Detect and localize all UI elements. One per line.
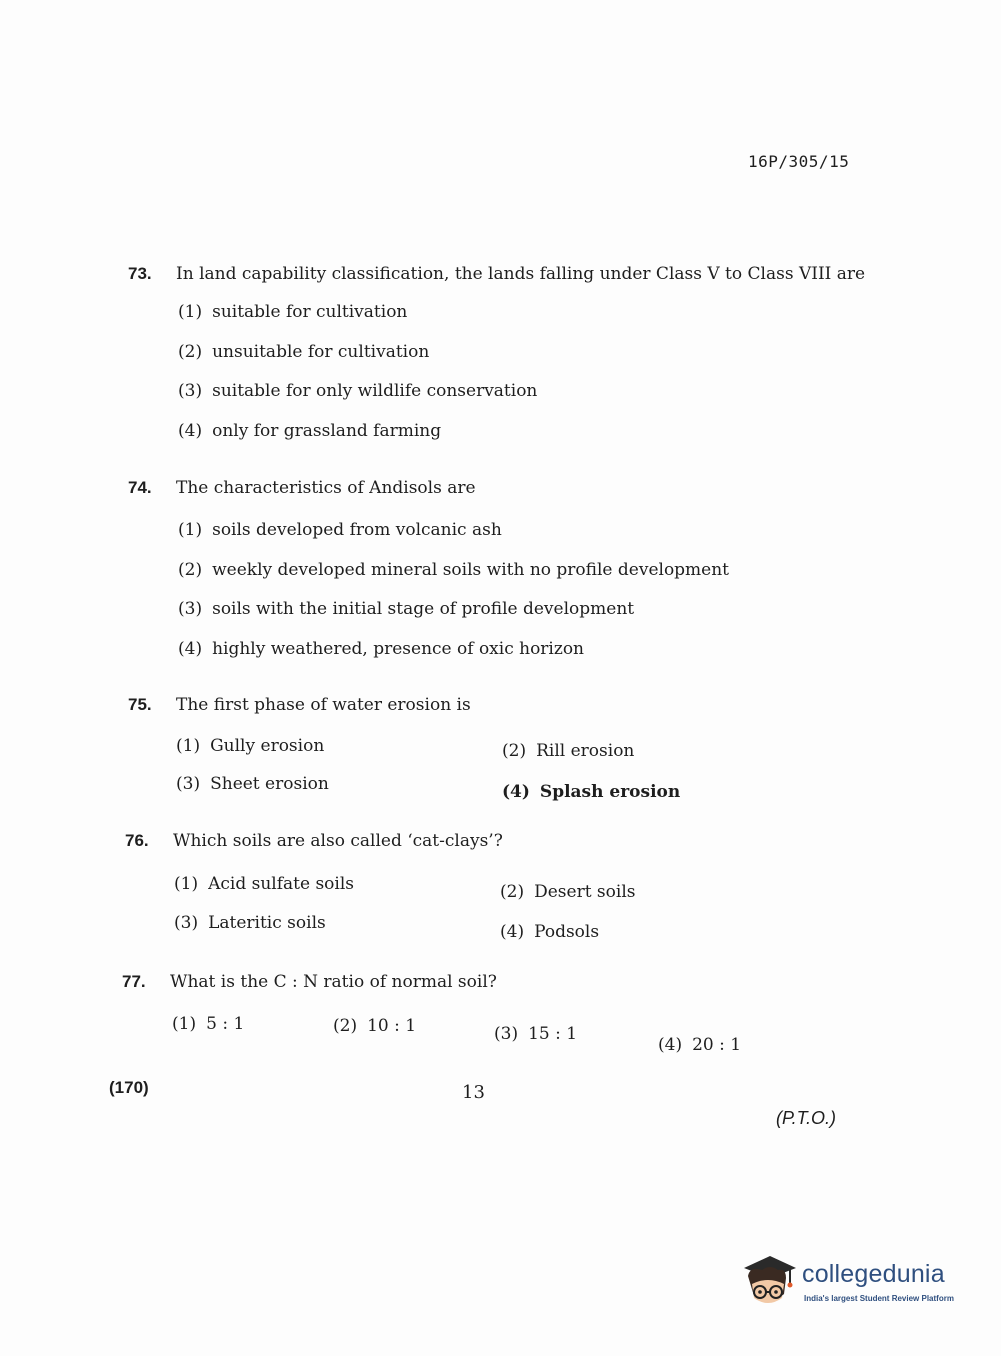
question-text: In land capability classification, the lands falling under Class V to Class VIII are (176, 264, 866, 284)
question-text: The characteristics of Andisols are (176, 478, 476, 498)
option: (4) Splash erosion (502, 782, 681, 802)
question-74 (128, 478, 868, 498)
question-text: What is the C : N ratio of normal soil? (170, 972, 497, 992)
question-number: 73. (128, 264, 152, 283)
option: (2) Desert soils (500, 882, 636, 902)
booklet-code: (170) (109, 1078, 149, 1097)
option: (1) Acid sulfate soils (174, 874, 355, 894)
option: (2) weekly developed mineral soils with no profile development (178, 560, 730, 580)
option: (1) Gully erosion (176, 736, 325, 756)
question-73 (128, 264, 868, 284)
option: (3) soils with the initial stage of profile development (178, 599, 635, 619)
paper-code: 16P/305/15 (748, 152, 850, 171)
question-number: 74. (128, 478, 152, 497)
option: (3) Sheet erosion (176, 774, 329, 794)
collegedunia-logo (740, 1248, 970, 1318)
option: (2) unsuitable for cultivation (178, 342, 430, 362)
option: (1) 5 : 1 (172, 1014, 245, 1034)
option: (4) 20 : 1 (658, 1035, 742, 1055)
logo-wordmark: collegedunia (802, 1260, 945, 1288)
option: (1) suitable for cultivation (178, 302, 408, 322)
page-number: 13 (462, 1082, 485, 1103)
question-number: 76. (125, 831, 149, 850)
question-text: Which soils are also called ‘cat-clays’? (173, 831, 503, 851)
pto-label: (P.T.O.) (776, 1108, 837, 1128)
question-75 (128, 695, 868, 715)
option: (1) soils developed from volcanic ash (178, 520, 502, 540)
option: (4) only for grassland farming (178, 421, 442, 441)
logo-tagline: India's largest Student Review Platform (804, 1294, 954, 1303)
mascot-icon (740, 1254, 798, 1310)
option: (4) Podsols (500, 922, 600, 942)
option: (2) 10 : 1 (333, 1016, 417, 1036)
option: (3) 15 : 1 (494, 1024, 578, 1044)
option: (3) Lateritic soils (174, 913, 326, 933)
option: (4) highly weathered, presence of oxic horizon (178, 639, 585, 659)
question-76 (125, 831, 865, 851)
question-text: The first phase of water erosion is (176, 695, 471, 715)
option: (2) Rill erosion (502, 741, 635, 761)
option: (3) suitable for only wildlife conservation (178, 381, 538, 401)
question-number: 77. (122, 972, 146, 991)
question-77 (122, 972, 862, 992)
question-number: 75. (128, 695, 152, 714)
